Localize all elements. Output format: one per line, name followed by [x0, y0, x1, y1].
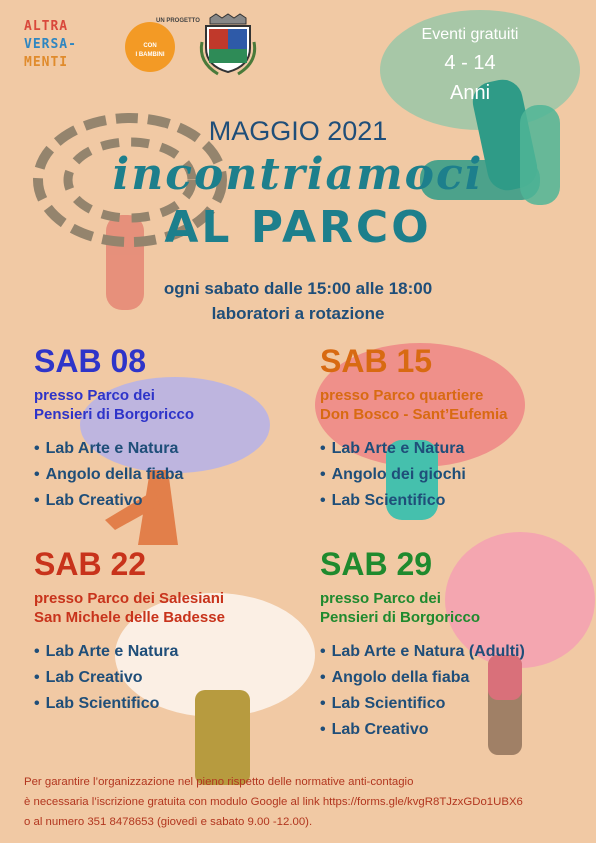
schedule-time: ogni sabato dalle 15:00 alle 18:00: [163, 279, 433, 298]
activity-item: • Angolo della fiaba: [34, 462, 194, 488]
logo-top-text: UN PROGETTO: [156, 18, 200, 24]
footer-line: o al numero 351 8478653 (giovedì e sabato 9.00 -12.00).: [24, 816, 313, 828]
event-place-line: presso Parco dei: [320, 590, 441, 607]
free-events-badge: [380, 26, 560, 104]
activity-item: • Lab Arte e Natura: [34, 639, 225, 665]
event-place: [34, 589, 225, 627]
logo-inner-top: CON: [143, 43, 157, 49]
activity-item: • Lab Scientifico: [34, 691, 225, 717]
registration-note: [24, 772, 584, 832]
activity-item: • Lab Creativo: [34, 665, 225, 691]
event-place: [320, 386, 508, 424]
activity-list: [34, 639, 225, 717]
event-sab-08: [34, 342, 194, 514]
event-date: SAB 08: [34, 343, 147, 379]
event-sab-29: [320, 545, 525, 743]
activity-item: • Lab Arte e Natura: [34, 436, 194, 462]
logo-line-1: ALTRA: [24, 19, 69, 34]
event-place-line: Pensieri di Borgoricco: [34, 406, 195, 423]
badge-age-range: 4 - 14: [444, 52, 496, 74]
badge-free-events: Eventi gratuiti: [421, 26, 519, 43]
activity-item: • Lab Scientifico: [320, 488, 508, 514]
activity-item: • Lab Creativo: [34, 488, 194, 514]
event-place-line: presso Parco quartiere: [320, 387, 484, 404]
municipal-crest-icon: [196, 12, 260, 76]
event-place-line: Pensieri di Borgoricco: [320, 609, 481, 626]
footer-line-link[interactable]: è necessaria l’iscrizione gratuita con modulo Google al link https://forms.gle/kvgR8TJzxGDo1UBX6: [24, 796, 523, 808]
event-place-line: presso Parco dei: [34, 387, 155, 404]
footer-line: Per garantire l’organizzazione nel pieno rispetto delle normative anti-contagio: [24, 776, 414, 788]
main-subtitle: AL PARCO: [164, 202, 432, 253]
activity-item: • Angolo della fiaba: [320, 665, 525, 691]
month-title: MAGGIO 2021: [208, 116, 388, 146]
logo-line-3: MENTI: [24, 55, 69, 70]
activity-item: • Lab Arte e Natura: [320, 436, 508, 462]
altraversamenti-logo: [24, 18, 98, 74]
logo-inner-bottom: I BAMBINI: [135, 52, 165, 58]
activity-item: • Lab Scientifico: [320, 691, 525, 717]
event-place: [34, 386, 194, 424]
activity-list: [320, 436, 508, 514]
schedule-rotation: laboratori a rotazione: [211, 304, 385, 323]
logo-line-2: VERSA-: [24, 37, 77, 52]
event-place-line: Don Bosco - Sant’Eufemia: [320, 406, 508, 423]
event-date: SAB 22: [34, 546, 147, 582]
event-place-line: San Michele delle Badesse: [34, 609, 225, 626]
main-title: incontriamoci: [112, 149, 484, 200]
activity-item: • Angolo dei giochi: [320, 462, 508, 488]
event-place: [320, 589, 525, 627]
event-sab-15: [320, 342, 508, 514]
activity-item: • Lab Creativo: [320, 717, 525, 743]
event-date: SAB 29: [320, 546, 433, 582]
activity-list: [320, 639, 525, 743]
activity-list: [34, 436, 194, 514]
schedule-intro: [0, 276, 596, 326]
activity-item: • Lab Arte e Natura (Adulti): [320, 639, 525, 665]
event-place-line: presso Parco dei Salesiani: [34, 590, 225, 607]
event-sab-22: [34, 545, 225, 717]
badge-age-unit: Anni: [449, 82, 491, 104]
con-i-bambini-logo: [120, 14, 200, 76]
event-date: SAB 15: [320, 343, 433, 379]
